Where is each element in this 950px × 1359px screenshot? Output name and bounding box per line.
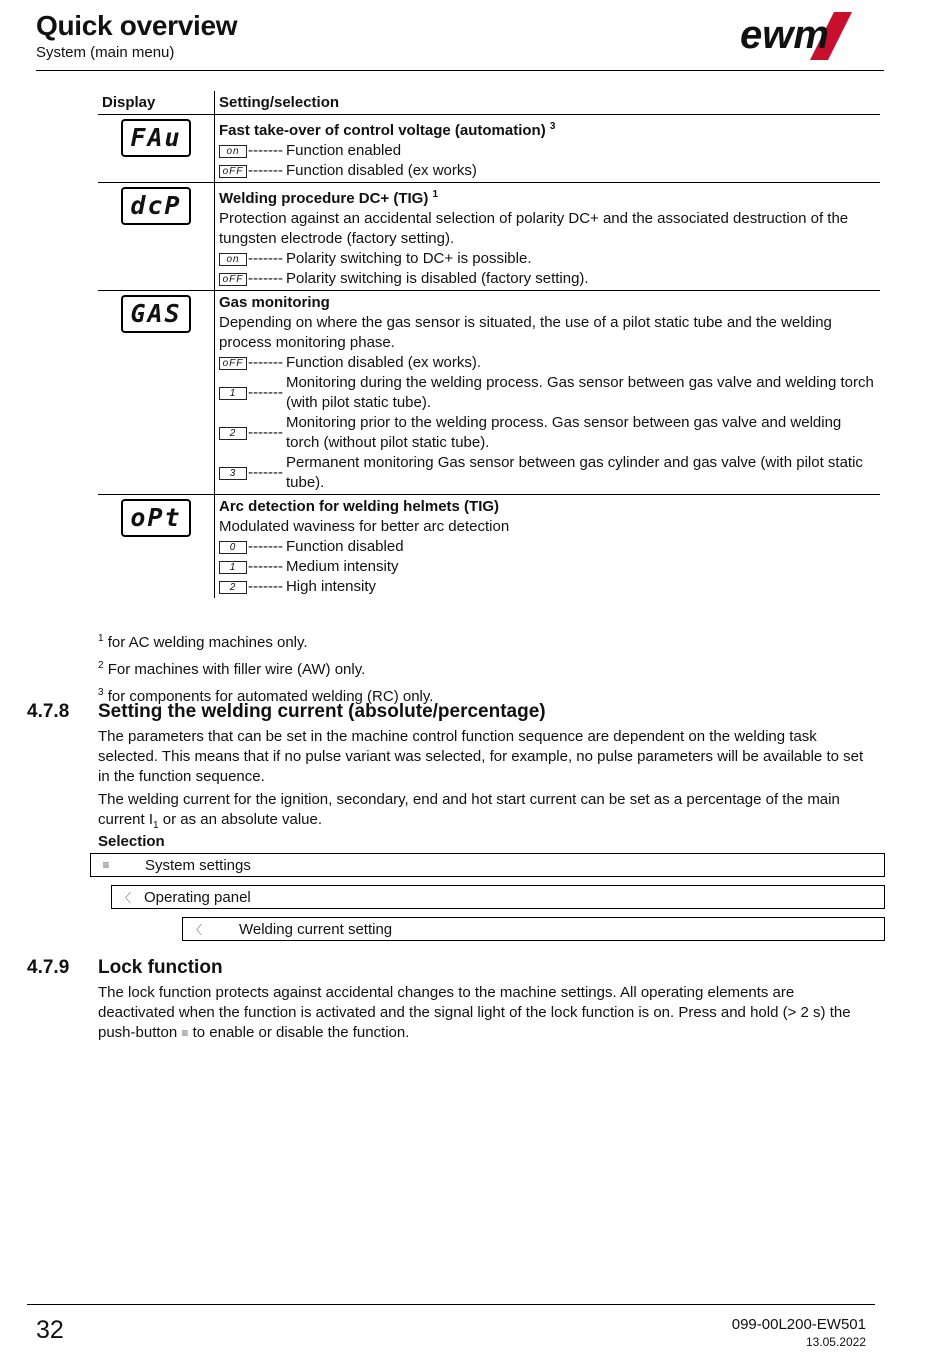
section-number: 4.7.9 [27,957,70,978]
document-date: 13.05.2022 [805,1335,866,1349]
lcd-display: dcP [121,187,191,225]
menu-icon: ≡ [102,858,110,872]
section-title: Lock function [98,957,223,978]
row-description: Modulated waviness for better arc detection [219,518,510,535]
row-title: Welding procedure DC+ (TIG) $^1$ [219,189,439,207]
menu-icon: ≡ [181,1026,189,1040]
table-row [98,183,880,291]
value-display-icon: 1 [219,387,247,400]
menu-path-welding-current-setting[interactable]: 〈 Welding current setting [182,917,885,941]
lcd-display: FAu [121,119,191,157]
parameter-table [98,91,880,598]
option-line: 3 ------- Permanent monitoring Gas sensor between gas cylinder and gas valve (with pilot static tube). [219,453,876,493]
header-divider [36,70,884,71]
value-display-icon: oFF [219,165,247,178]
option-line: 1 ------- Monitoring during the welding process. Gas sensor between gas valve and welding torch (with pilot static tube). [219,373,876,413]
value-display-icon: 1 [219,561,247,574]
column-header-setting: Setting/selection [215,91,881,115]
lcd-display: oPt [121,499,191,537]
section-paragraph: The welding current for the ignition, secondary, end and hot start current can be set as a percentage of the main current $I_1$ or as an absolute value. [98,791,840,831]
row-description: Protection against an accidental selection of polarity DC+ and the associated destruction of the tungsten electrode (factory setting). [219,210,849,247]
logo-text: ewm [740,13,829,57]
chevron-left-icon: 〈 [189,922,202,937]
row-title: Gas monitoring [219,294,330,311]
row-title: Fast take-over of control voltage (automation) $^3$ [219,121,556,139]
footer-divider [27,1304,875,1305]
lcd-display: GAS [121,295,191,333]
value-display-icon: oFF [219,273,247,286]
footnote: $^1$ for AC welding machines only. [98,633,308,651]
option-line: 1 ------- Medium intensity [219,557,876,577]
option-line: oFF ------- Function disabled (ex works) [219,161,876,181]
option-line: oFF ------- Polarity switching is disabled (factory setting). [219,269,876,289]
page-number: 32 [36,1316,64,1344]
table-row [98,115,880,183]
selection-label: Selection [98,833,165,850]
option-line: 2 ------- High intensity [219,577,876,597]
menu-path-operating-panel[interactable]: 〈 Operating panel [111,885,885,909]
chevron-left-icon: 〈 [118,890,131,905]
section-title: Setting the welding current (absolute/percentage) [98,701,546,722]
option-line: 0 ------- Function disabled [219,537,876,557]
menu-path-system-settings[interactable]: ≡ System settings [90,853,885,877]
section-number: 4.7.8 [27,701,70,722]
value-display-icon: 0 [219,541,247,554]
section-paragraph: The parameters that can be set in the machine control function sequence are dependent on the welding task selected. This means that if no pulse variant was selected, for example, no pulse parameters will be available to set in the function sequence. [98,728,864,785]
value-display-icon: on [219,253,247,266]
value-display-icon: 2 [219,581,247,594]
page-title: Quick overview [36,10,238,41]
footnote: $^2$ For machines with filler wire (AW) only. [98,660,366,678]
option-line: on ------- Polarity switching to DC+ is possible. [219,249,876,269]
footnotes [98,627,433,708]
row-title: Arc detection for welding helmets (TIG) [219,498,500,515]
option-line: oFF ------- Function disabled (ex works). [219,353,876,373]
table-row [98,495,880,599]
option-line: 2 ------- Monitoring prior to the welding process. Gas sensor between gas valve and welding torch (without pilot static tube). [219,413,876,453]
column-header-display: Display [98,91,215,115]
table-row [98,291,880,495]
value-display-icon: 2 [219,427,247,440]
page-subtitle: System (main menu) [36,44,175,61]
option-line: on ------- Function enabled [219,141,876,161]
ewm-logo [740,6,870,62]
section-paragraph: The lock function protects against accidental changes to the machine settings. All operating elements are deactivated when the function is activated and the signal light of the lock function is on. Press and hold (> 2 s) the push-button ≡ to enable or disable the function. [98,984,851,1041]
value-display-icon: oFF [219,357,247,370]
row-description: Depending on where the gas sensor is situated, the use of a pilot static tube and the welding process monitoring phase. [219,314,832,351]
value-display-icon: on [219,145,247,158]
document-id: 099-00L200-EW501 [731,1316,866,1333]
footnote: $^3$ for components for automated welding (RC) only. [98,687,434,705]
value-display-icon: 3 [219,467,247,480]
